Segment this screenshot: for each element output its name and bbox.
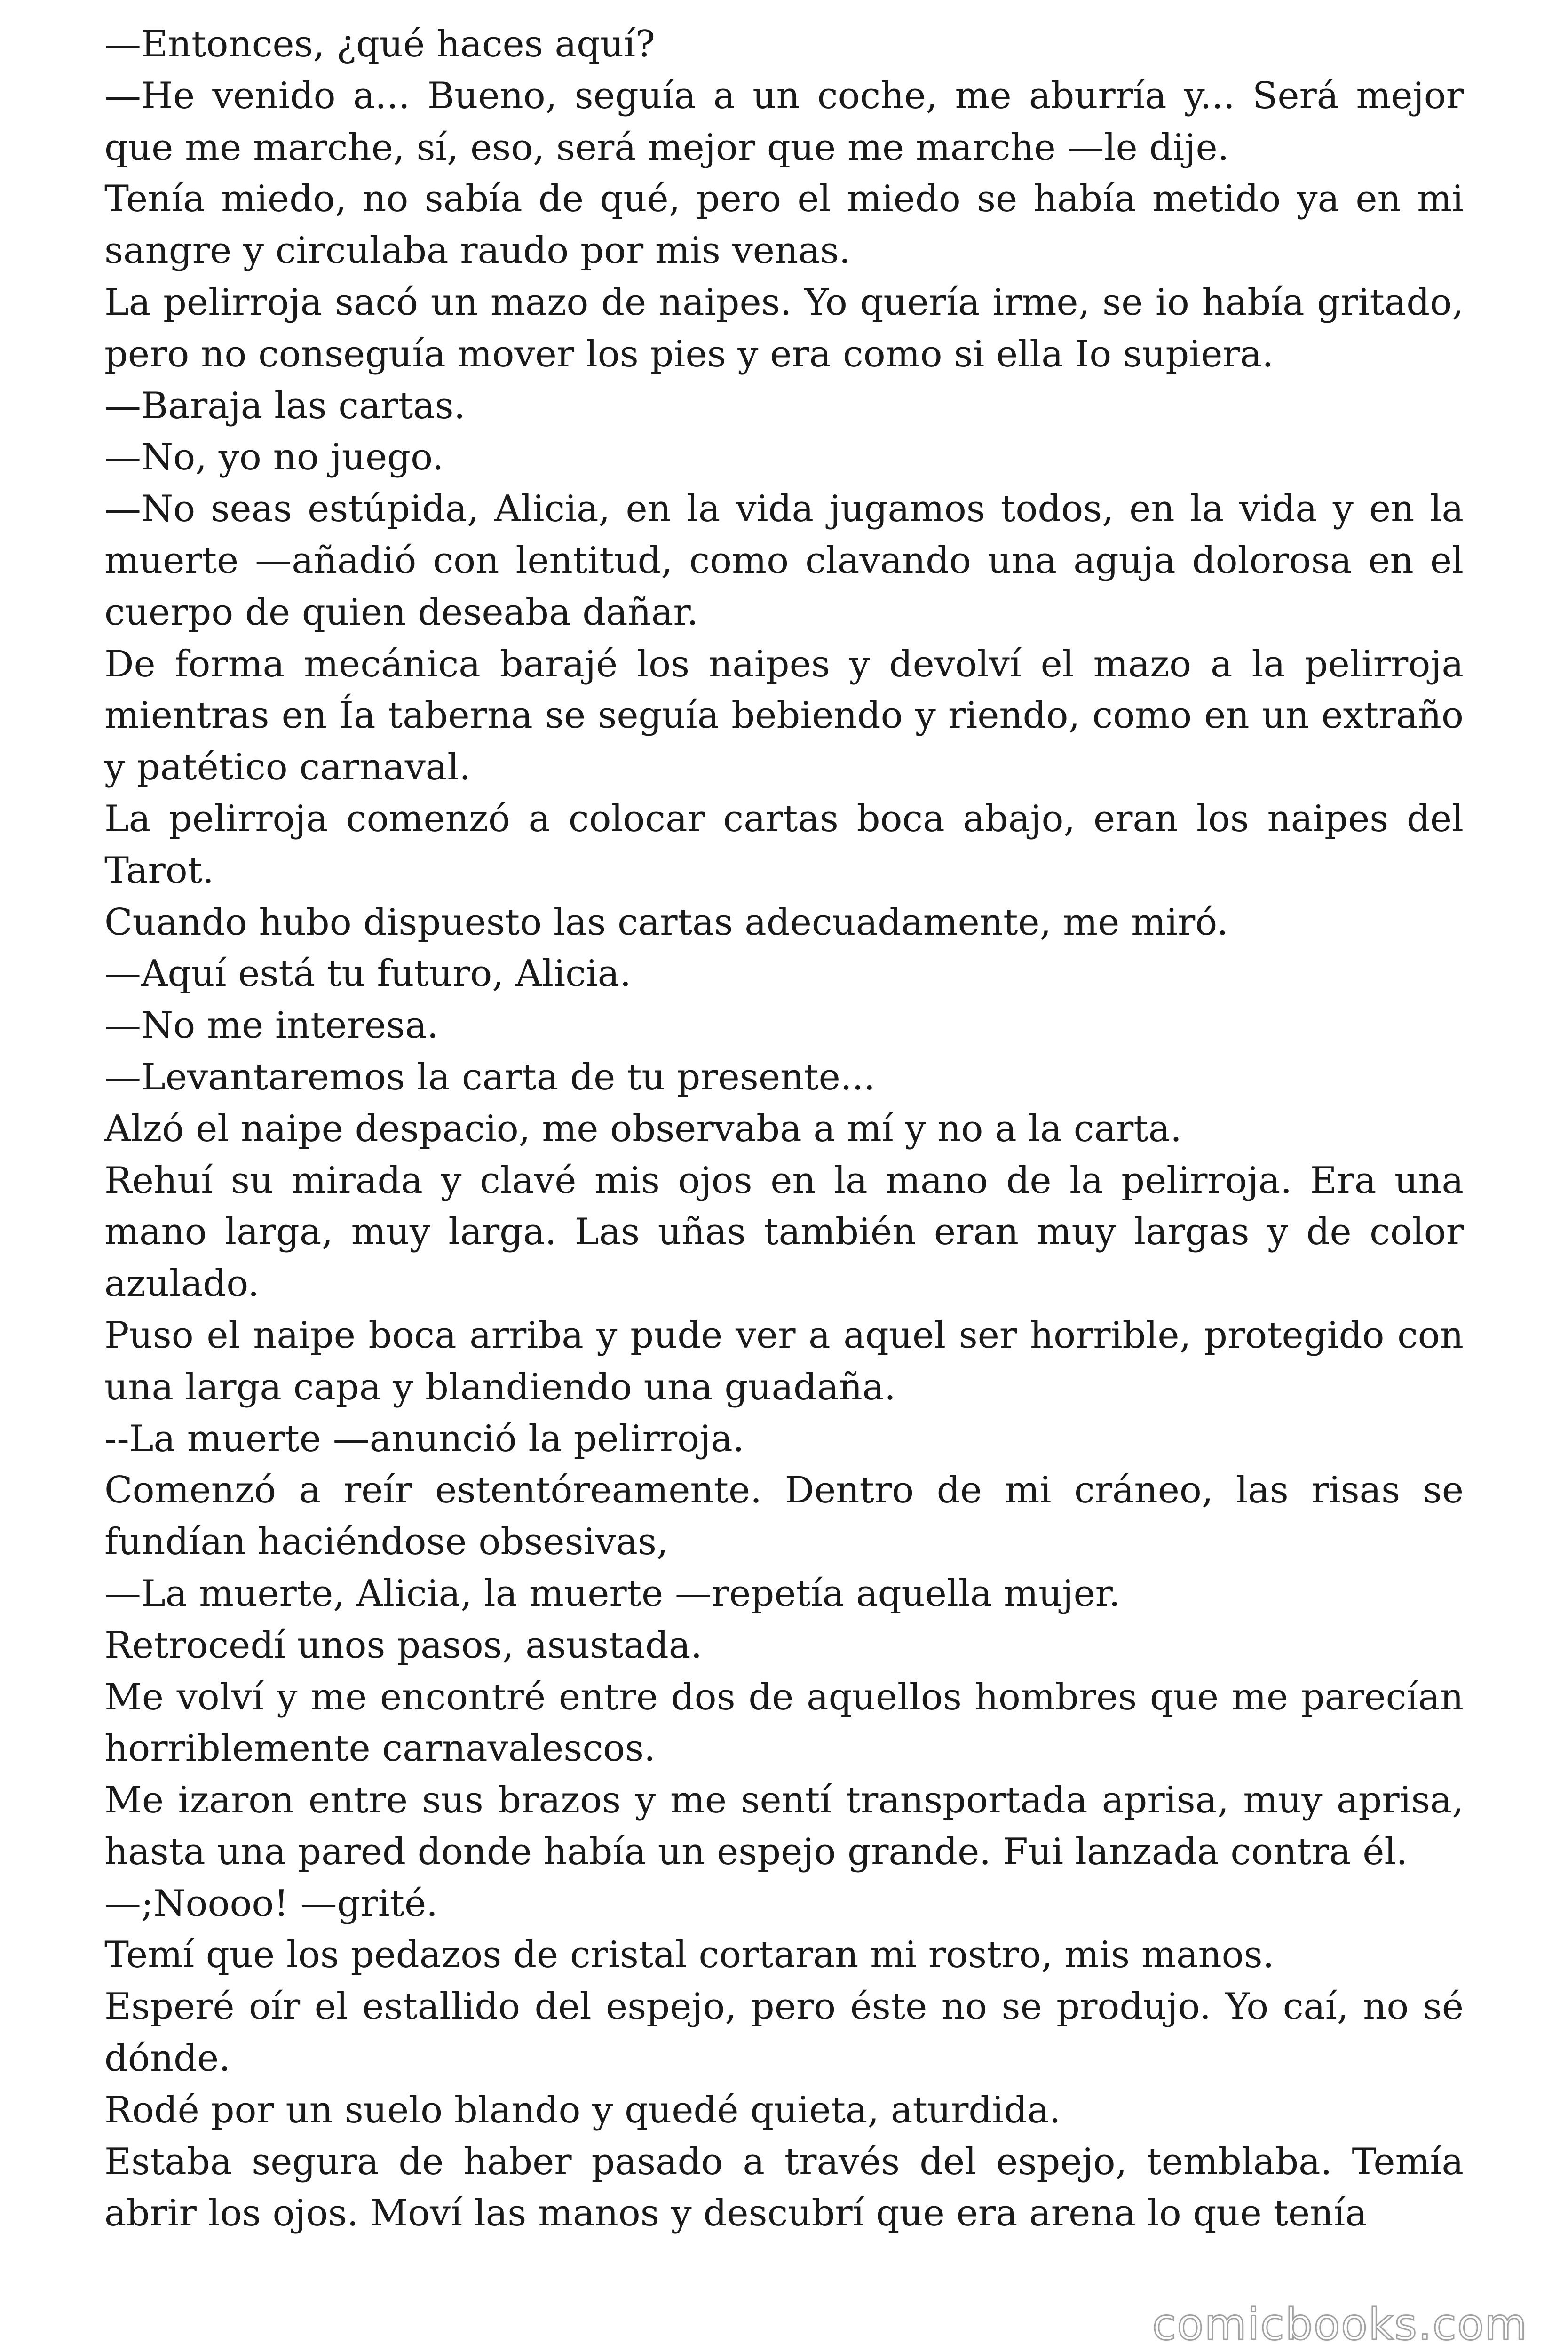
- paragraph: Rodé por un suelo blando y quedé quieta, aturdida.: [104, 2089, 1061, 2131]
- paragraph: Rehuí su mirada y clavé mis ojos en la mano de la pelirroja. Era una mano larga, muy larga. Las uñas también eran muy largas y de color azulado.: [104, 1159, 1464, 1305]
- paragraph: Alzó el naipe despacio, me observaba a mí y no a la carta.: [104, 1107, 1182, 1150]
- page-text-column: [104, 19, 1464, 2240]
- paragraph: Estaba segura de haber pasado a través del espejo, temblaba. Temía abrir los ojos. Moví las manos y descubrí que era arena lo que tenía: [104, 2140, 1464, 2235]
- paragraph: —Aquí está tu futuro, Alicia.: [104, 953, 632, 995]
- paragraph: —Entonces, ¿qué haces aquí?: [104, 23, 655, 65]
- paragraph: La pelirroja sacó un mazo de naipes. Yo quería irme, se io había gritado, pero no conseguía mover los pies y era como si ella Io supiera.: [104, 281, 1464, 375]
- watermark: comicbooks.com: [1152, 2299, 1528, 2350]
- paragraph: —He venido a... Bueno, seguía a un coche, me aburría y... Será mejor que me marche, sí, eso, será mejor que me marche —le dije.: [104, 74, 1464, 169]
- paragraph: Me izaron entre sus brazos y me sentí transportada aprisa, muy aprisa, hasta una pared donde había un espejo grande. Fui lanzada contra él.: [104, 1779, 1464, 1873]
- paragraph: —Levantaremos la carta de tu presente...: [104, 1056, 876, 1098]
- paragraph: --La muerte —anunció la pelirroja.: [104, 1417, 744, 1460]
- paragraph: —No me interesa.: [104, 1004, 439, 1047]
- paragraph: La pelirroja comenzó a colocar cartas boca abajo, eran los naipes del Tarot.: [104, 797, 1464, 892]
- paragraph: —No seas estúpida, Alicia, en la vida jugamos todos, en la vida y en la muerte —añadió con lentitud, como clavando una aguja dolorosa en el cuerpo de quien deseaba dañar.: [104, 488, 1464, 634]
- paragraph: De forma mecánica barajé los naipes y devolví el mazo a la pelirroja mientras en Ía taberna se seguía bebiendo y riendo, como en un extraño y patético carnaval.: [104, 643, 1464, 789]
- paragraph: Retrocedí unos pasos, asustada.: [104, 1624, 703, 1667]
- paragraph: —No, yo no juego.: [104, 436, 444, 479]
- paragraph: Esperé oír el estallido del espejo, pero éste no se produjo. Yo caí, no sé dónde.: [104, 1986, 1464, 2080]
- paragraph: —;Noooo! —grité.: [104, 1882, 438, 1925]
- paragraph: —La muerte, Alicia, la muerte —repetía aquella mujer.: [104, 1572, 1121, 1615]
- paragraph: Tenía miedo, no sabía de qué, pero el miedo se había metido ya en mi sangre y circulaba raudo por mis venas.: [104, 178, 1464, 272]
- paragraph: Puso el naipe boca arriba y pude ver a aquel ser horrible, protegido con una larga capa y blandiendo una guadaña.: [104, 1314, 1464, 1408]
- paragraph: —Baraja las cartas.: [104, 384, 466, 427]
- paragraph: Comenzó a reír estentóreamente. Dentro de mi cráneo, las risas se fundían haciéndose obsesivas,: [104, 1469, 1464, 1564]
- paragraph: Me volví y me encontré entre dos de aquellos hombres que me parecían horriblemente carnavalescos.: [104, 1676, 1464, 1770]
- paragraph: Temí que los pedazos de cristal cortaran mi rostro, mis manos.: [104, 1934, 1275, 1977]
- paragraph: Cuando hubo dispuesto las cartas adecuadamente, me miró.: [104, 901, 1228, 944]
